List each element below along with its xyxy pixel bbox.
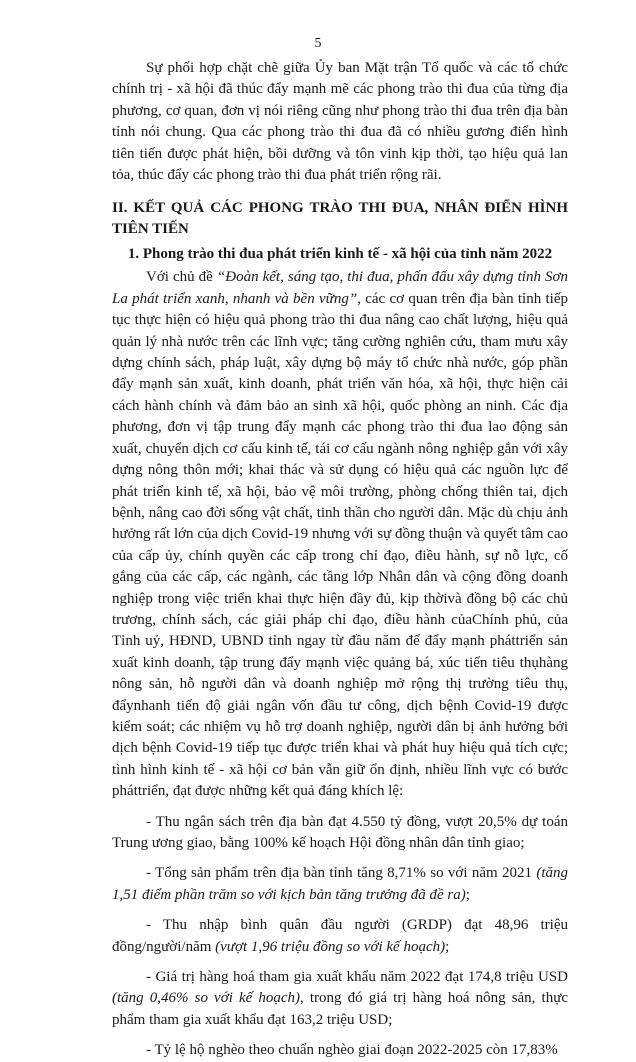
main-paragraph-body: , các cơ quan trên địa bàn tỉnh tiếp tục thực hiện có hiệu quả phong trào thi đua nâng cao chất lượng, hiệu quả quản lý nhà nước trên các lĩnh vực; tăng cường nghiên cứu, tham mưu xây dựng chính sách, pháp luật, xây dựng bộ máy tổ chức nhà nước, góp phần đẩy mạnh sản xuất, kinh doanh, phát triển văn hóa, xã hội, thực hiện cải cách hành chính và đảm bảo an sinh xã hội, quốc phòng an ninh. Các địa phương, đơn vị tập trung đẩy mạnh các phong trào thi đua lao động sản xuất, chuyển dịch cơ cấu kinh tế, tái cơ cấu ngành nông nghiệp gắn với xây dựng nông thôn mới; khai thác và sử dụng có hiệu quả các nguồn lực để phát triển kinh tế, xã hội, bảo vệ môi trường, phòng chống thiên tai, dịch bệnh, nâng cao đời sống vật chất, tinh thần cho người dân. Mặc dù chịu ảnh hưởng rất lớn của dịch Covid-19 nhưng với sự đồng thuận và quyết tâm cao của cấp ủy, chính quyền các cấp trong chỉ đạo, điều hành, sự nỗ lực, cố gắng của các cấp, các ngành, các tầng lớp Nhân dân và cộng đồng doanh nghiệp trong việc triển khai thực hiện đầy đủ, kịp thờivà đồng bộ các chủ trương, chính sách, các giải pháp chỉ đạo, điều hành củaChính phủ, của Tỉnh uỷ, HĐND, UBND tỉnh ngay từ đầu năm để đẩy mạnh pháttriển sản xuất kinh doanh, tập trung đẩy mạnh việc quảng bá, xúc tiến tiêu thụhàng nông sản, hỗ người dân và doanh nghiệp mở rộng thị trường tiêu thụ, đẩynhanh tiến độ giải ngân vốn đầu tư công, dịch bệnh Covid-19 được kiểm soát; các nhiệm vụ hỗ trợ doanh nghiệp, người dân bị ảnh hưởng bởi dịch bệnh Covid-19 tiếp tục được triển khai và phát huy hiệu quả tích cực; tình hình kinh tế - xã hội cơ bản vẫn giữ ổn định, nhiều lĩnh vực có bước pháttriển, đạt được những kết quả đáng khích lệ:: [112, 290, 568, 800]
theme-quote: “Đoàn kết, sáng tạo, thi đua, phấn đấu xây dựng tỉnh Sơn La phát triển xanh, nhanh và bền vững”: [112, 269, 568, 307]
bullet-export: [112, 967, 568, 1031]
subsection-heading: 1. Phong trào thi đua phát triển kinh tế - xã hội của tỉnh năm 2022: [127, 246, 553, 263]
page-number: 5: [314, 36, 322, 51]
bullet-tail: ;: [465, 886, 470, 903]
bullet-note: (tăng 0,46% so với kế hoạch): [112, 990, 301, 1007]
bullet-tail: , trong đó giá trị hàng hoá nông sản, thực phẩm tham gia xuất khẩu đạt 163,2 triệu USD;: [112, 990, 568, 1028]
bullet-budget: [112, 812, 568, 855]
bullet-note: (vượt 1,96 triệu đồng so với kế hoạch): [215, 938, 446, 955]
document-body: [112, 58, 568, 1062]
main-paragraph: [112, 267, 568, 802]
main-paragraph-lead: Với chủ đề: [146, 269, 217, 286]
section-heading: II. KẾT QUẢ CÁC PHONG TRÀO THI ĐUA, NHÂN ĐIỂN HÌNH TIÊN TIẾN: [112, 200, 568, 238]
bullet-tail: ;: [445, 938, 450, 955]
bullet-income: [112, 915, 568, 958]
bullet-text: - Tỷ lệ hộ nghèo theo chuẩn nghèo giai đoạn 2022-2025 còn 17,83%: [146, 1042, 558, 1059]
bullet-text: - Thu ngân sách trên địa bàn đạt 4.550 tỷ đồng, vượt 20,5% dự toán Trung ương giao, bằng 100% kế hoạch Hội đồng nhân dân tỉnh giao;: [112, 813, 568, 851]
intro-paragraph: Sự phối hợp chặt chẽ giữa Ủy ban Mặt trận Tổ quốc và các tổ chức chính trị - xã hội đã thúc đẩy mạnh mẽ các phong trào thi đua của từng địa phương, cơ quan, đơn vị nói riêng cũng như phong trào thi đua trên địa bàn tỉnh nói chung. Qua các phong trào thi đua đã có nhiều gương điển hình tiên tiến được phát hiện, bồi dưỡng và tôn vinh kịp thời, tạo hiệu quả lan tỏa, thúc đẩy các phong trào thi đua phát triển rộng rãi.: [112, 60, 568, 184]
bullet-text: - Tổng sản phẩm trên địa bàn tỉnh tăng 8,71% so với năm 2021: [146, 865, 537, 882]
bullet-text: - Giá trị hàng hoá tham gia xuất khẩu năm 2022 đạt 174,8 triệu USD: [146, 969, 568, 986]
bullet-poverty: [112, 1040, 568, 1061]
bullet-note: (tăng 1,51 điểm phần trăm so với kịch bản tăng trưởng đã đề ra): [112, 865, 568, 903]
bullet-text: - Thu nhập bình quân đầu người (GRDP) đạt 48,96 triệu đồng/người/năm: [112, 917, 568, 955]
